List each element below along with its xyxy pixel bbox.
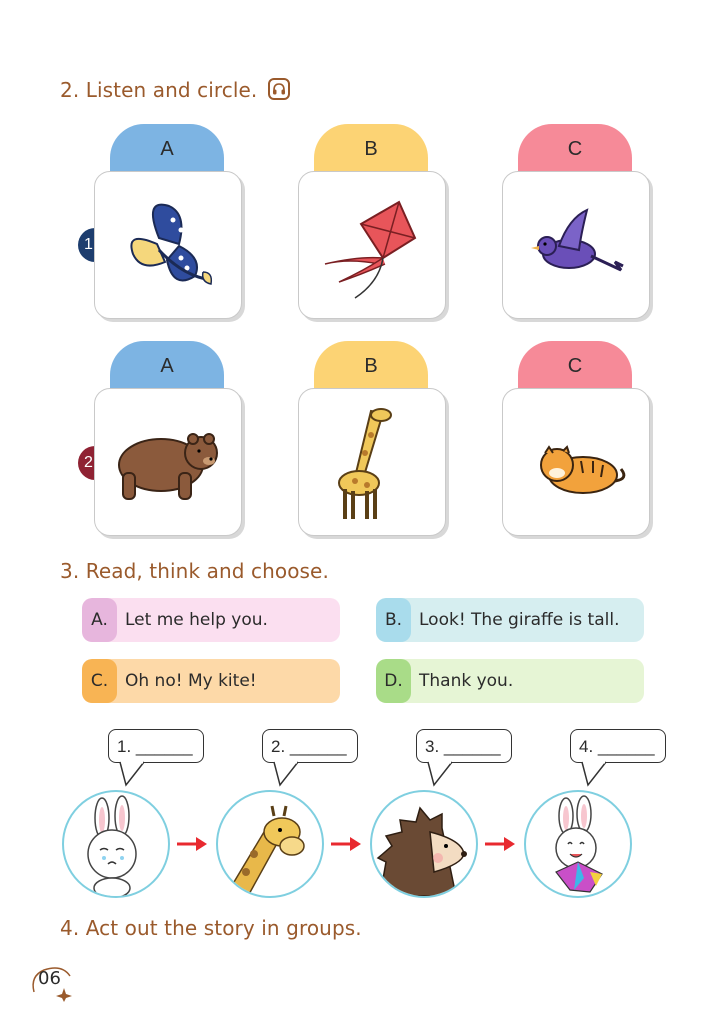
happy-rabbit-image	[526, 792, 630, 896]
card-bird[interactable]	[502, 171, 650, 319]
section-4-heading	[60, 916, 362, 940]
tab-row1-c: C	[518, 124, 632, 184]
option-d[interactable]	[376, 659, 644, 703]
giraffe-face-image	[218, 792, 322, 896]
speech-bubble-2[interactable]: 2. ______	[262, 729, 358, 763]
option-d-text: Thank you.	[419, 671, 514, 691]
card-bear[interactable]	[94, 388, 242, 536]
bubble-tail-1	[118, 761, 148, 787]
tab-row2-c: C	[518, 341, 632, 401]
kite-image	[299, 172, 445, 318]
section-4-title: 4. Act out the story in groups.	[60, 916, 362, 940]
speech-bubble-3[interactable]: 3. ______	[416, 729, 512, 763]
story-circle-hedgehog	[370, 790, 478, 898]
row-1-number: 1	[78, 228, 106, 262]
tab-row1-b: B	[314, 124, 428, 184]
option-a[interactable]	[82, 598, 340, 642]
giraffe-image	[299, 389, 445, 535]
card-tiger[interactable]	[502, 388, 650, 536]
option-a-letter: A.	[82, 598, 117, 642]
card-kite[interactable]	[298, 171, 446, 319]
speech-bubble-4[interactable]: 4. ______	[570, 729, 666, 763]
section-2-title: 2. Listen and circle.	[60, 78, 258, 102]
headphones-icon	[268, 78, 290, 100]
right-arrow-icon	[176, 834, 208, 854]
butterfly-image	[95, 172, 241, 318]
option-b-letter: B.	[376, 598, 411, 642]
option-c-text: Oh no! My kite!	[125, 671, 257, 691]
option-a-text: Let me help you.	[125, 610, 268, 630]
page-number: 06	[38, 968, 61, 989]
crying-rabbit-image	[64, 792, 168, 896]
bear-image	[95, 389, 241, 535]
story-circle-crying-rabbit	[62, 790, 170, 898]
tab-row1-a: A	[110, 124, 224, 184]
bird-image	[503, 172, 649, 318]
story-circle-giraffe	[216, 790, 324, 898]
section-3-heading	[60, 559, 329, 583]
hedgehog-image	[372, 792, 476, 896]
row-2-number: 2	[78, 446, 106, 480]
bubble-tail-3	[426, 761, 456, 787]
option-c-letter: C.	[82, 659, 117, 703]
option-b[interactable]	[376, 598, 644, 642]
option-c[interactable]	[82, 659, 340, 703]
tab-row2-a: A	[110, 341, 224, 401]
tiger-image	[503, 389, 649, 535]
card-butterfly[interactable]	[94, 171, 242, 319]
option-d-letter: D.	[376, 659, 411, 703]
card-giraffe[interactable]	[298, 388, 446, 536]
right-arrow-icon	[484, 834, 516, 854]
story-circle-happy-rabbit	[524, 790, 632, 898]
section-2-heading	[60, 78, 290, 102]
tab-row2-b: B	[314, 341, 428, 401]
speech-bubble-1[interactable]: 1. ______	[108, 729, 204, 763]
section-3-title: 3. Read, think and choose.	[60, 559, 329, 583]
bubble-tail-4	[580, 761, 610, 787]
option-b-text: Look! The giraffe is tall.	[419, 610, 620, 630]
right-arrow-icon	[330, 834, 362, 854]
bubble-tail-2	[272, 761, 302, 787]
